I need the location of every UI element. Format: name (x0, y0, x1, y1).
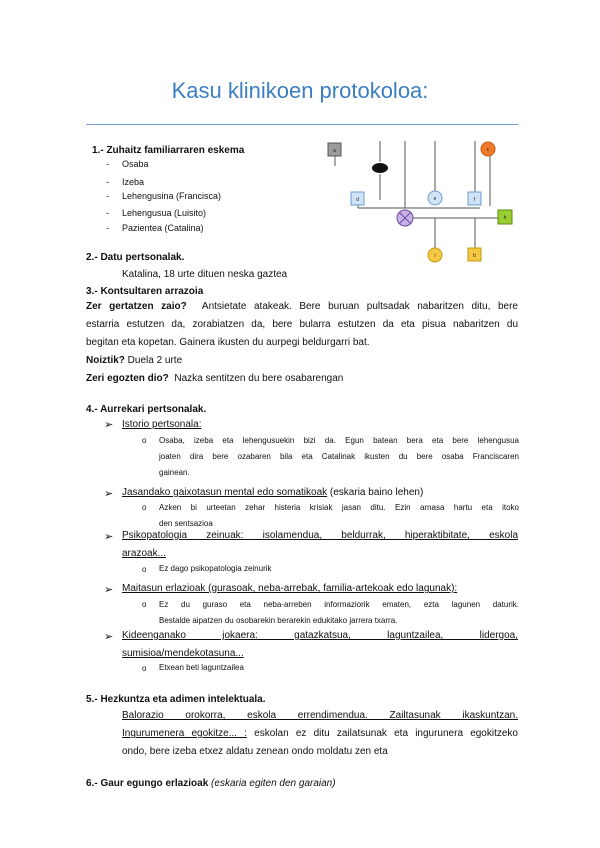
history-item-title: Istorio pertsonala: (122, 419, 202, 430)
arrow-bullet-icon: ➢ (104, 631, 114, 643)
personal-data-text: Katalina, 18 urte dituen neska gaztea (122, 269, 288, 280)
history-item-detail: Ez dago psikopatologia zeinurik (159, 564, 272, 573)
answer-text: estarria estutzen da, zorabiatzen da, bere bularra estutzen da eta pisua nabaritzen du (86, 319, 518, 330)
tree-node-b (372, 163, 388, 173)
tree-node-b2 (468, 248, 481, 261)
dash: - (106, 177, 109, 187)
tree-node-h (498, 210, 512, 224)
family-tree-diagram (320, 136, 520, 270)
consult-reason-block (86, 298, 518, 388)
title-rule (86, 124, 518, 125)
answer-text: begitan eta kopetan. Gainera ikusten du aurpegi beldurgarri bat. (86, 337, 370, 348)
education-block: Balorazio orokorra, eskola errendimendua. Zailtasunak ikaskuntzan. Ingurumenera egokitze... : eskolan ez ditu zailatsunak eta ingurunera egokitzeko ondo, bere izeba etxez aldatu zenean ondo moldatu zen eta (122, 710, 518, 757)
family-item-osaba: Osaba (122, 159, 149, 169)
section4-heading: 4.- Aurrekari pertsonalak. (86, 404, 207, 415)
tree-node-i (428, 248, 442, 262)
question-label: Noiztik? (86, 355, 125, 366)
arrow-bullet-icon: ➢ (104, 419, 114, 431)
circle-bullet-icon: o (142, 664, 147, 673)
tree-node-e (428, 191, 442, 205)
tree-label: d (356, 197, 359, 203)
tree-label: f (473, 197, 476, 203)
tree-node-f (468, 192, 481, 205)
dash: - (106, 159, 109, 169)
page-title: Kasu klinikoen protokoloa: (171, 78, 429, 103)
section3-heading: 3.- Kontsultaren arrazoia (86, 286, 204, 297)
circle-bullet-icon: o (142, 503, 147, 512)
dash: - (106, 191, 109, 201)
tree-label: h (503, 215, 507, 221)
history-item-title: Psikopatologia zeinuak: isolamendua, beldurrak, hiperaktibitate, eskola arazoak... (122, 530, 518, 559)
section1-heading: 1.- Zuhaitz familiarraren eskema (92, 145, 245, 156)
history-item-detail: Azken bi urteetan zehar histeria krisiak jasan ditu. Ezin arnasa hartu eta itoko den sentsazioa (159, 503, 519, 528)
history-item-title: Jasandako gaixotasun mental edo somatikoak (eskaria baino lehen) (122, 487, 424, 498)
arrow-bullet-icon: ➢ (104, 488, 114, 500)
family-item-lehengusina: Lehengusina (Francisca) (122, 191, 222, 201)
tree-node-g (397, 210, 413, 226)
dash: - (106, 208, 109, 218)
tree-label: i (434, 253, 436, 259)
history-item-title: Kideenganako jokaera: gatazkatsua, laguntzailea, lidergoa, sumisioa/mendekotasuna... (122, 630, 518, 659)
tree-label: e (433, 196, 437, 202)
tree-node-d (351, 192, 364, 205)
answer-text: Nazka sentitzen du bere osabarengan (174, 373, 344, 384)
tree-label: a (333, 148, 336, 154)
dash: - (106, 223, 109, 233)
circle-bullet-icon: o (142, 436, 147, 445)
section2-heading: 2.- Datu pertsonalak. (86, 252, 185, 263)
history-item-title: Maitasun erlazioak (gurasoak, neba-arrebak, familia-artekoak edo lagunak): (122, 583, 458, 594)
circle-bullet-icon: o (142, 565, 147, 574)
tree-node-a (328, 143, 341, 156)
history-item-detail: Etxean beti laguntzailea (159, 663, 244, 672)
history-item-detail: Osaba, izeba eta lehengusuekin bizi da. Egun batean bera eta bere lehengusua joaten dira bere ozabaren bila eta Catalinak ikusten du bere osaba Franciscaren gainean. (159, 436, 519, 477)
arrow-bullet-icon: ➢ (104, 584, 114, 596)
tree-label: c (486, 147, 490, 153)
family-item-lehengusua: Lehengusua (Luisito) (122, 208, 207, 218)
circle-bullet-icon: o (142, 600, 147, 609)
section6-heading: 6.- Gaur egungo erlazioak (eskaria egiten den garaian) (86, 778, 336, 789)
tree-label: b (473, 253, 476, 259)
answer-text: Antsietate atakeak. Bere buruan pultsadak nabaritzen ditu, bere (201, 301, 518, 312)
family-item-izeba: Izeba (122, 177, 145, 187)
question-label: Zer gertatzen zaio? (86, 301, 187, 312)
family-item-pazientea: Pazientea (Catalina) (122, 223, 204, 233)
question-label: Zeri egozten dio? (86, 373, 169, 384)
tree-node-c (481, 142, 495, 156)
arrow-bullet-icon: ➢ (104, 531, 114, 543)
answer-text: Duela 2 urte (127, 355, 183, 366)
history-item-detail: Ez du guraso eta neba-arreben informaziorik ematen, ezta lagunen daturik. Bestalde aipatzen du osobarekin berarekin edukitako jarrera txarra. (159, 600, 519, 625)
section5-heading: 5.- Hezkuntza eta adimen intelektuala. (86, 694, 266, 705)
